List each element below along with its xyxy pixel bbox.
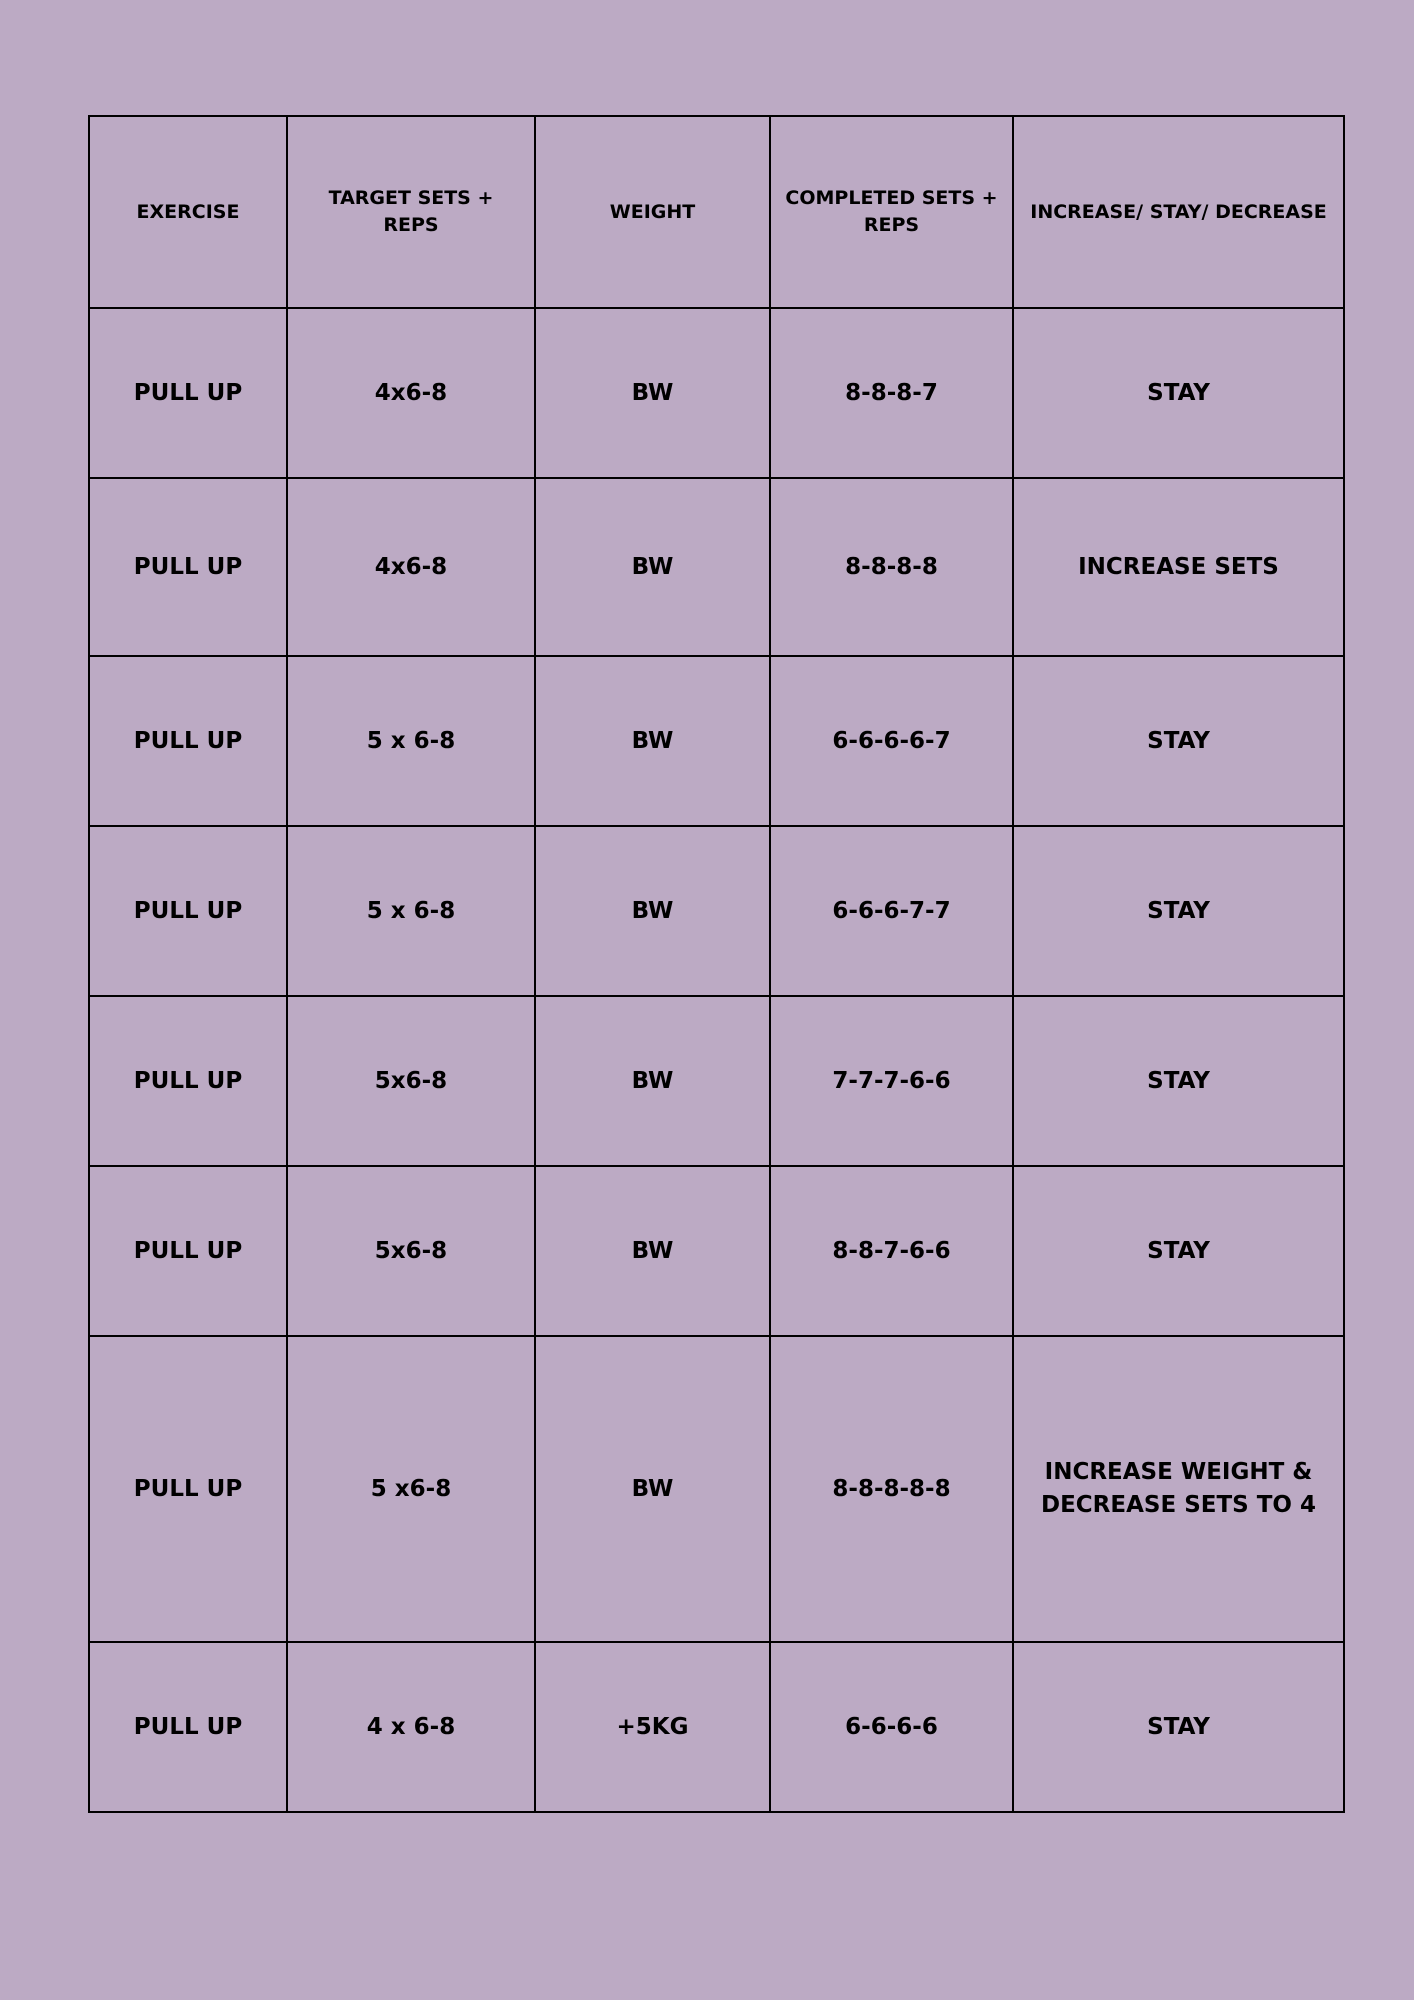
- header-target-sets-reps: TARGET SETS + REPS: [287, 116, 535, 308]
- cell-target: 4 x 6-8: [287, 1642, 535, 1812]
- cell-decision: STAY: [1013, 826, 1344, 996]
- table-row: [89, 1166, 1344, 1336]
- table-row: [89, 1336, 1344, 1642]
- cell-decision: STAY: [1013, 1166, 1344, 1336]
- cell-target: 5x6-8: [287, 1166, 535, 1336]
- cell-exercise: PULL UP: [89, 826, 287, 996]
- cell-completed: 6-6-6-6-7: [770, 656, 1013, 826]
- cell-completed: 8-8-8-7: [770, 308, 1013, 478]
- cell-completed: 8-8-8-8: [770, 478, 1013, 656]
- table-row: [89, 308, 1344, 478]
- cell-weight: BW: [535, 826, 770, 996]
- cell-weight: +5KG: [535, 1642, 770, 1812]
- cell-completed: 7-7-7-6-6: [770, 996, 1013, 1166]
- table-row: [89, 996, 1344, 1166]
- table-row: [89, 478, 1344, 656]
- cell-exercise: PULL UP: [89, 1642, 287, 1812]
- cell-target: 5 x 6-8: [287, 826, 535, 996]
- cell-exercise: PULL UP: [89, 1336, 287, 1642]
- table-row: [89, 1642, 1344, 1812]
- table-body: [89, 308, 1344, 1812]
- cell-decision: STAY: [1013, 996, 1344, 1166]
- header-row: [89, 116, 1344, 308]
- header-exercise: EXERCISE: [89, 116, 287, 308]
- cell-target: 5 x 6-8: [287, 656, 535, 826]
- cell-weight: BW: [535, 1336, 770, 1642]
- cell-target: 4x6-8: [287, 308, 535, 478]
- cell-weight: BW: [535, 996, 770, 1166]
- cell-weight: BW: [535, 1166, 770, 1336]
- header-completed-sets-reps: COMPLETED SETS + REPS: [770, 116, 1013, 308]
- cell-decision: STAY: [1013, 656, 1344, 826]
- cell-exercise: PULL UP: [89, 656, 287, 826]
- header-progression-decision: INCREASE/ STAY/ DECREASE: [1013, 116, 1344, 308]
- table-row: [89, 826, 1344, 996]
- cell-decision: INCREASE SETS: [1013, 478, 1344, 656]
- cell-decision: INCREASE WEIGHT & DECREASE SETS TO 4: [1013, 1336, 1344, 1642]
- cell-exercise: PULL UP: [89, 308, 287, 478]
- workout-log-table: [88, 115, 1345, 1813]
- cell-exercise: PULL UP: [89, 1166, 287, 1336]
- cell-weight: BW: [535, 478, 770, 656]
- header-weight: WEIGHT: [535, 116, 770, 308]
- cell-decision: STAY: [1013, 308, 1344, 478]
- table-header: [89, 116, 1344, 308]
- cell-decision: STAY: [1013, 1642, 1344, 1812]
- table-row: [89, 656, 1344, 826]
- cell-target: 5x6-8: [287, 996, 535, 1166]
- cell-completed: 8-8-8-8-8: [770, 1336, 1013, 1642]
- cell-target: 4x6-8: [287, 478, 535, 656]
- cell-completed: 6-6-6-6: [770, 1642, 1013, 1812]
- cell-exercise: PULL UP: [89, 478, 287, 656]
- cell-weight: BW: [535, 308, 770, 478]
- cell-weight: BW: [535, 656, 770, 826]
- cell-completed: 8-8-7-6-6: [770, 1166, 1013, 1336]
- cell-exercise: PULL UP: [89, 996, 287, 1166]
- cell-completed: 6-6-6-7-7: [770, 826, 1013, 996]
- cell-target: 5 x6-8: [287, 1336, 535, 1642]
